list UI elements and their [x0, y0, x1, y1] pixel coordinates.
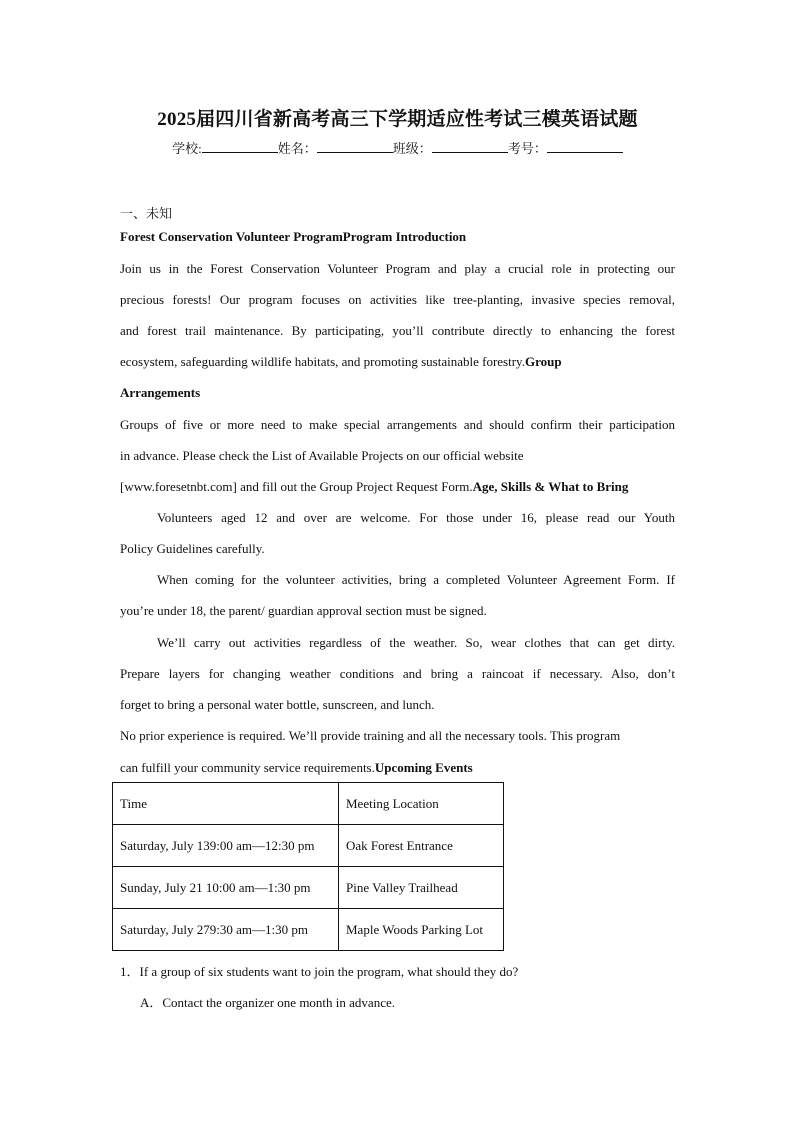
- page-title: 2025届四川省新高考高三下学期适应性考试三模英语试题: [157, 109, 638, 130]
- passage-heading: Forest Conservation Volunteer ProgramProgram Introduction: [120, 229, 467, 244]
- section-heading: 一、未知: [120, 206, 173, 221]
- paragraph-line: No prior experience is required. We’ll provide training and all the necessary tools. This program: [120, 728, 621, 743]
- upcoming-events-heading: Upcoming Events: [374, 760, 473, 775]
- paragraph-line: ecosystem, safeguarding wildlife habitats, and promoting sustainable forestry.Group: [120, 354, 562, 369]
- paragraph-line: [www.foresetnbt.com] and fill out the Group Project Request Form.Age, Skills & What to Bring: [120, 479, 629, 494]
- group-heading-part1: Group: [524, 354, 562, 369]
- student-info-line: [120, 138, 675, 157]
- group-heading-part2: Arrangements: [120, 385, 201, 400]
- question-text: If a group of six students want to join the program, what should they do?: [139, 964, 519, 979]
- paragraph-line: Volunteers aged 12 and over are welcome. For those under 16, please read our Youth: [157, 510, 675, 525]
- class-label: 班级：: [392, 141, 432, 156]
- paragraph-line: Policy Guidelines carefully.: [120, 541, 265, 556]
- paragraph-line: Join us in the Forest Conservation Volunteer Program and play a crucial role in protecting our: [120, 261, 675, 276]
- table-cell: Saturday, July 139:00 am—12:30 pm: [113, 825, 339, 867]
- table-row: [113, 825, 504, 867]
- table-cell: Maple Woods Parking Lot: [339, 909, 504, 951]
- table-cell: Sunday, July 21 10:00 am—1:30 pm: [113, 867, 339, 909]
- table-cell: Saturday, July 279:30 am—1:30 pm: [113, 909, 339, 951]
- name-label: 姓名：: [277, 141, 317, 156]
- paragraph-line: and forest trail maintenance. By participating, you’ll contribute directly to enhancing the forest: [120, 323, 675, 338]
- table-header-row: [113, 783, 504, 825]
- table-cell: Oak Forest Entrance: [339, 825, 504, 867]
- school-label: 学校:: [172, 141, 202, 156]
- age-skills-heading: Age, Skills & What to Bring: [472, 479, 629, 494]
- class-blank[interactable]: [432, 140, 508, 153]
- paragraph-line: can fulfill your community service requirements.Upcoming Events: [120, 760, 473, 775]
- paragraph-line: When coming for the volunteer activities, bring a completed Volunteer Agreement Form. If: [157, 572, 675, 587]
- table-cell: Pine Valley Trailhead: [339, 867, 504, 909]
- paragraph-line: Prepare layers for changing weather conditions and bring a raincoat if necessary. Also, don’t: [120, 666, 675, 681]
- table-header-cell: Time: [113, 783, 339, 825]
- paragraph-line: We’ll carry out activities regardless of the weather. So, wear clothes that can get dirty.: [157, 635, 675, 650]
- table-header-cell: Meeting Location: [339, 783, 504, 825]
- option-a[interactable]: [140, 992, 395, 1011]
- events-table: [112, 782, 504, 951]
- paragraph-line: precious forests! Our program focuses on activities like tree-planting, invasive species removal,: [120, 292, 675, 307]
- exam-number-label: 考号：: [507, 141, 547, 156]
- paragraph-line: forget to bring a personal water bottle, sunscreen, and lunch.: [120, 697, 435, 712]
- school-blank[interactable]: [202, 140, 278, 153]
- paragraph-line: in advance. Please check the List of Available Projects on our official website: [120, 448, 524, 463]
- table-row: [113, 909, 504, 951]
- table-row: [113, 867, 504, 909]
- question-1: [120, 961, 518, 980]
- paragraph-line: Groups of five or more need to make special arrangements and should confirm their participation: [120, 417, 675, 432]
- name-blank[interactable]: [317, 140, 393, 153]
- question-number: 1．: [120, 964, 140, 979]
- exam-number-blank[interactable]: [547, 140, 623, 153]
- option-text: Contact the organizer one month in advance.: [162, 995, 395, 1010]
- paragraph-line: you’re under 18, the parent/ guardian approval section must be signed.: [120, 603, 487, 618]
- option-label: A．: [140, 995, 163, 1010]
